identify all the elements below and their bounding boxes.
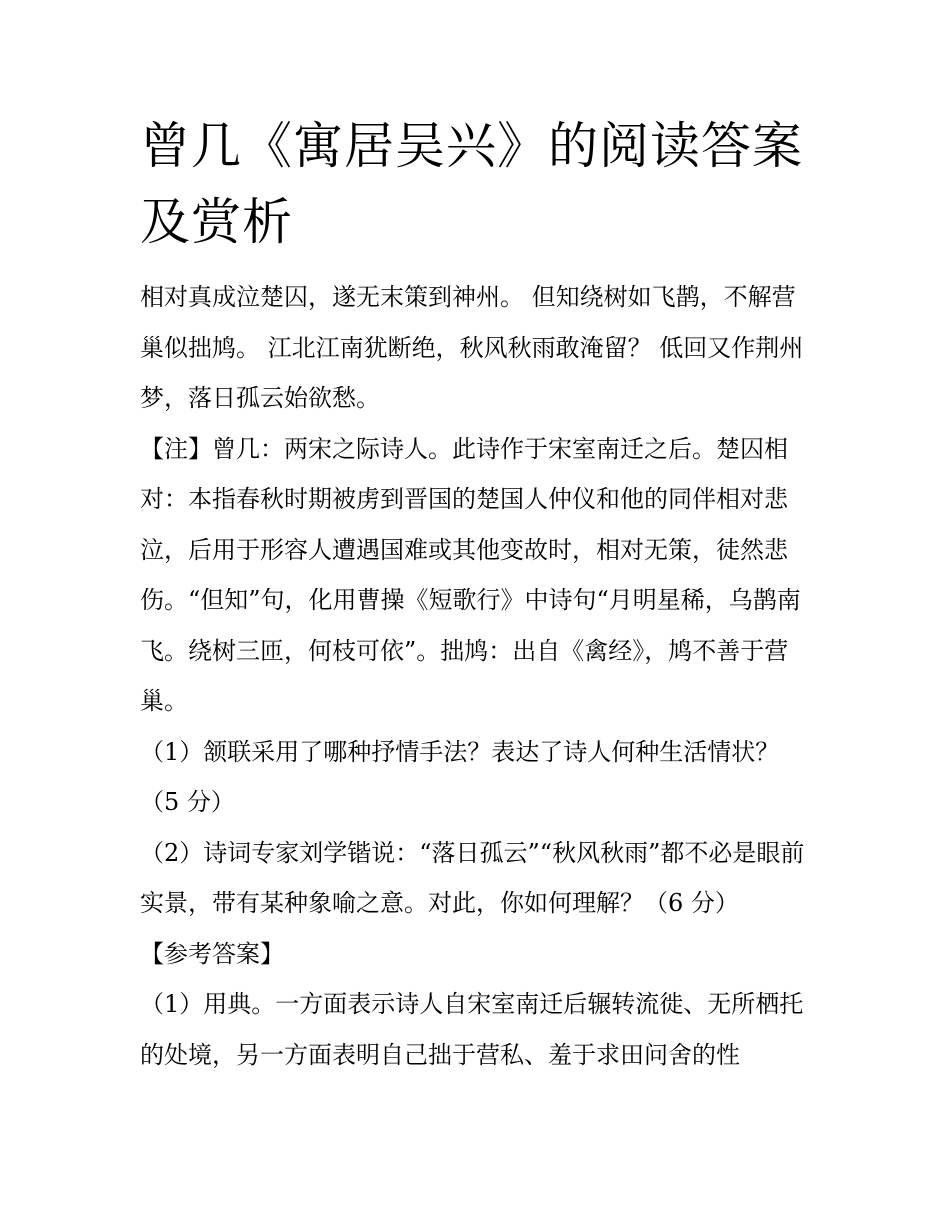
answer-1: （1）用典。一方面表示诗人自宋室南迁后辗转流徙、无所栖托的处境，另一方面表明自己拙于营私、羞于求田问舍的性 — [140, 990, 804, 1069]
poem-text: 相对真成泣楚囚，遂无末策到神州。 但知绕树如飞鹊，不解营巢似拙鸠。 江北江南犹断绝，秋风秋雨敢淹留？ 低回又作荆州梦，落日孤云始欲愁。 — [140, 283, 804, 412]
question-2: （2）诗词专家刘学锴说：“落日孤云”“秋风秋雨”都不必是眼前实景，带有某种象喻之意。对此，你如何理解？（6 分） — [140, 838, 805, 917]
annotation-note: 【注】曾几：两宋之际诗人。此诗作于宋室南迁之后。楚囚相对：本指春秋时期被虏到晋国的楚国人仲仪和他的同伴相对悲泣，后用于形容人遭遇国难或其他变故时，相对无策，徒然悲伤。“但知”句，化用曹操《短歌行》中诗句“月明星稀，乌鹊南飞。绕树三匝，何枝可依”。拙鸠：出自《禽经》，鸠不善于营巢。 — [140, 434, 801, 715]
document-page — [140, 108, 815, 1080]
answer-heading: 【参考答案】 — [140, 939, 284, 968]
question-1: （1）颔联采用了哪种抒情手法？表达了诗人何种生活情状？（5 分） — [140, 737, 780, 816]
document-title: 曾几《寓居吴兴》的阅读答案及赏析 — [140, 117, 803, 251]
